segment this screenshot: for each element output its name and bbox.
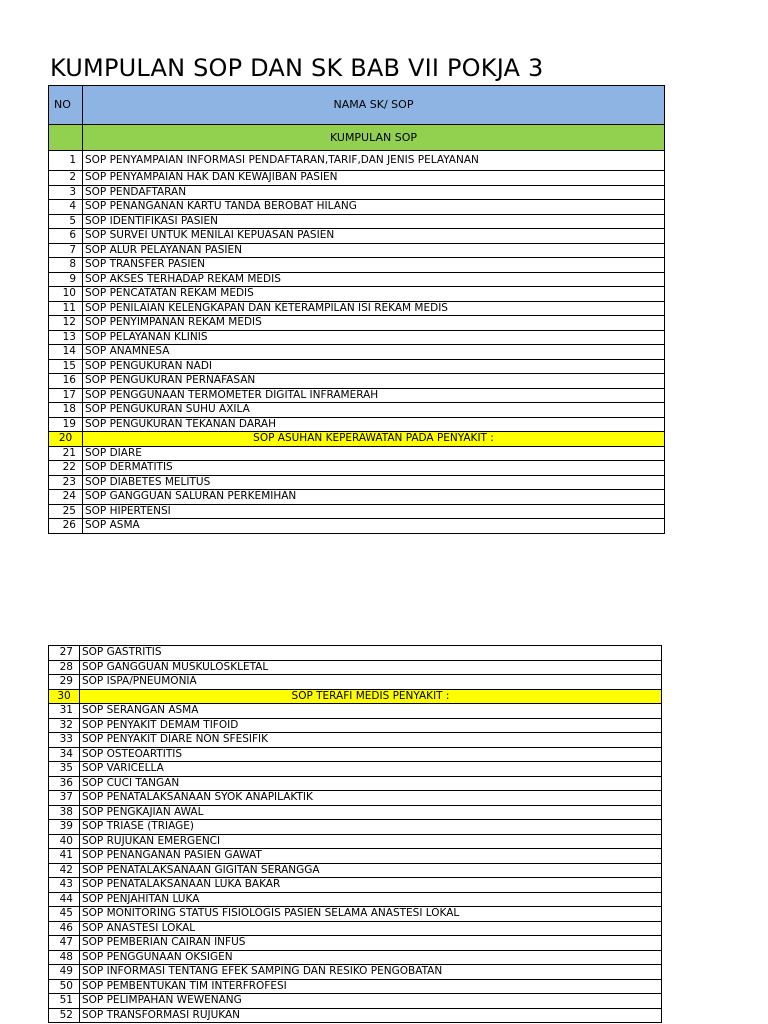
row-name: SOP PELAYANAN KLINIS: [83, 330, 665, 345]
table-row: [49, 820, 662, 835]
row-name: SOP PENATALAKSANAAN GIGITAN SERANGGA: [80, 863, 662, 878]
row-number: 24: [49, 490, 83, 505]
row-number: 36: [49, 776, 80, 791]
sop-table-2: [48, 645, 662, 1023]
row-name: SOP TRIASE (TRIAGE): [80, 820, 662, 835]
table-row: [49, 979, 662, 994]
row-number: 22: [49, 461, 83, 476]
row-number: 25: [49, 504, 83, 519]
row-name: SOP DERMATITIS: [83, 461, 665, 476]
row-name: SOP PENYIMPANAN REKAM MEDIS: [83, 316, 665, 331]
row-number: 50: [49, 979, 80, 994]
row-number: 26: [49, 519, 83, 534]
row-number: 12: [49, 316, 83, 331]
row-number: 15: [49, 359, 83, 374]
row-name: SOP ASMA: [83, 519, 665, 534]
row-number: 10: [49, 287, 83, 302]
row-number: 51: [49, 994, 80, 1009]
row-number: 49: [49, 965, 80, 980]
row-name: SOP PENGGUNAAN TERMOMETER DIGITAL INFRAMERAH: [83, 388, 665, 403]
row-number: 13: [49, 330, 83, 345]
row-name: SOP DIABETES MELITUS: [83, 475, 665, 490]
table-row: [49, 461, 665, 476]
table-row: [49, 403, 665, 418]
row-name: SOP ANAMNESA: [83, 345, 665, 360]
row-number: 17: [49, 388, 83, 403]
row-number: 19: [49, 417, 83, 432]
table-row: [49, 994, 662, 1009]
table-row: [49, 272, 665, 287]
row-number: 45: [49, 907, 80, 922]
table-header-row: [49, 86, 665, 125]
row-number: 48: [49, 950, 80, 965]
table-row: [49, 892, 662, 907]
row-name: SOP PELIMPAHAN WEWENANG: [80, 994, 662, 1009]
table-row: [49, 878, 662, 893]
row-number: 35: [49, 762, 80, 777]
row-number: 42: [49, 863, 80, 878]
row-name: SOP PEMBENTUKAN TIM INTERFROFESI: [80, 979, 662, 994]
row-number: 3: [49, 185, 83, 200]
row-number: 6: [49, 229, 83, 244]
row-number: 34: [49, 747, 80, 762]
table-row: [49, 200, 665, 215]
row-name: SOP PENGKAJIAN AWAL: [80, 805, 662, 820]
row-number: 47: [49, 936, 80, 951]
row-name: SOP DIARE: [83, 446, 665, 461]
table-row: [49, 718, 662, 733]
page-title: KUMPULAN SOP DAN SK BAB VII POKJA 3: [50, 54, 544, 82]
row-number: 5: [49, 214, 83, 229]
row-number: 40: [49, 834, 80, 849]
row-name: SOP CUCI TANGAN: [80, 776, 662, 791]
table-row: [49, 936, 662, 951]
row-name: SOP ASUHAN KEPERAWATAN PADA PENYAKIT :: [83, 432, 665, 447]
row-number: 4: [49, 200, 83, 215]
row-number: 38: [49, 805, 80, 820]
table-row: [49, 301, 665, 316]
row-name: SOP PENANGANAN PASIEN GAWAT: [80, 849, 662, 864]
row-name: SOP PENYAMPAIAN INFORMASI PENDAFTARAN,TARIF,DAN JENIS PELAYANAN: [83, 151, 665, 171]
row-number: 44: [49, 892, 80, 907]
row-name: SOP IDENTIFIKASI PASIEN: [83, 214, 665, 229]
table-row: [49, 646, 662, 661]
row-number: 2: [49, 171, 83, 186]
row-number: 20: [49, 432, 83, 447]
row-number: 1: [49, 151, 83, 171]
table-row: [49, 330, 665, 345]
row-number: 21: [49, 446, 83, 461]
row-name: SOP PENGUKURAN PERNAFASAN: [83, 374, 665, 389]
header-name: NAMA SK/ SOP: [83, 86, 665, 125]
table-row: [49, 519, 665, 534]
table-row: [49, 171, 665, 186]
section-header-row: [49, 432, 665, 447]
row-number: 8: [49, 258, 83, 273]
row-name: SOP PENYAKIT DEMAM TIFOID: [80, 718, 662, 733]
row-name: SOP SURVEI UNTUK MENILAI KEPUASAN PASIEN: [83, 229, 665, 244]
table-row: [49, 747, 662, 762]
row-name: SOP ANASTESI LOKAL: [80, 921, 662, 936]
row-name: SOP GANGGUAN MUSKULOSKLETAL: [80, 660, 662, 675]
row-name: SOP PENATALAKSANAAN LUKA BAKAR: [80, 878, 662, 893]
row-number: 30: [49, 689, 80, 704]
table-row: [49, 776, 662, 791]
row-number: 52: [49, 1008, 80, 1023]
row-number: 43: [49, 878, 80, 893]
row-name: SOP PENGUKURAN NADI: [83, 359, 665, 374]
header-no: NO: [49, 86, 83, 125]
row-number: 11: [49, 301, 83, 316]
table-row: [49, 791, 662, 806]
table-row: [49, 863, 662, 878]
row-name: SOP AKSES TERHADAP REKAM MEDIS: [83, 272, 665, 287]
table-row: [49, 446, 665, 461]
row-name: SOP PENDAFTARAN: [83, 185, 665, 200]
row-name: SOP PENANGANAN KARTU TANDA BEROBAT HILANG: [83, 200, 665, 215]
row-name: SOP PENJAHITAN LUKA: [80, 892, 662, 907]
table-row: [49, 490, 665, 505]
row-name: SOP TERAFI MEDIS PENYAKIT :: [80, 689, 662, 704]
row-name: SOP ALUR PELAYANAN PASIEN: [83, 243, 665, 258]
row-name: SOP PENGUKURAN TEKANAN DARAH: [83, 417, 665, 432]
row-number: 41: [49, 849, 80, 864]
row-number: 46: [49, 921, 80, 936]
row-name: SOP PENILAIAN KELENGKAPAN DAN KETERAMPILAN ISI REKAM MEDIS: [83, 301, 665, 316]
table-row: [49, 151, 665, 171]
table-row: [49, 660, 662, 675]
table-row: [49, 762, 662, 777]
table-row: [49, 704, 662, 719]
table-row: [49, 733, 662, 748]
table-row: [49, 475, 665, 490]
table-row: [49, 287, 665, 302]
table-row: [49, 345, 665, 360]
group-row: [49, 125, 665, 151]
row-name: SOP PENYAKIT DIARE NON SFESIFIK: [80, 733, 662, 748]
row-number: 7: [49, 243, 83, 258]
row-name: SOP ISPA/PNEUMONIA: [80, 675, 662, 690]
table-row: [49, 185, 665, 200]
row-name: SOP PENGUKURAN SUHU AXILA: [83, 403, 665, 418]
table-row: [49, 950, 662, 965]
table-row: [49, 805, 662, 820]
row-name: SOP GASTRITIS: [80, 646, 662, 661]
row-name: SOP PENCATATAN REKAM MEDIS: [83, 287, 665, 302]
row-name: SOP RUJUKAN EMERGENCI: [80, 834, 662, 849]
table-row: [49, 243, 665, 258]
row-name: SOP OSTEOARTITIS: [80, 747, 662, 762]
row-name: SOP PENYAMPAIAN HAK DAN KEWAJIBAN PASIEN: [83, 171, 665, 186]
row-name: SOP SERANGAN ASMA: [80, 704, 662, 719]
row-name: SOP MONITORING STATUS FISIOLOGIS PASIEN SELAMA ANASTESI LOKAL: [80, 907, 662, 922]
table-row: [49, 316, 665, 331]
row-number: 18: [49, 403, 83, 418]
row-name: SOP PENGGUNAAN OKSIGEN: [80, 950, 662, 965]
section-header-row: [49, 689, 662, 704]
row-number: 27: [49, 646, 80, 661]
table-row: [49, 258, 665, 273]
row-name: SOP INFORMASI TENTANG EFEK SAMPING DAN RESIKO PENGOBATAN: [80, 965, 662, 980]
row-number: 23: [49, 475, 83, 490]
row-name: SOP GANGGUAN SALURAN PERKEMIHAN: [83, 490, 665, 505]
table-row: [49, 417, 665, 432]
table-row: [49, 359, 665, 374]
table-row: [49, 675, 662, 690]
row-number: 29: [49, 675, 80, 690]
table-row: [49, 388, 665, 403]
table-row: [49, 834, 662, 849]
sop-table-1: [48, 85, 665, 534]
table-row: [49, 1008, 662, 1023]
row-number: 39: [49, 820, 80, 835]
row-number: 28: [49, 660, 80, 675]
row-number: 14: [49, 345, 83, 360]
table-row: [49, 374, 665, 389]
row-name: SOP HIPERTENSI: [83, 504, 665, 519]
table-row: [49, 504, 665, 519]
group-label: KUMPULAN SOP: [83, 125, 665, 151]
table-row: [49, 907, 662, 922]
table-row: [49, 921, 662, 936]
table-row: [49, 849, 662, 864]
table-row: [49, 229, 665, 244]
row-name: SOP PEMBERIAN CAIRAN INFUS: [80, 936, 662, 951]
row-name: SOP PENATALAKSANAAN SYOK ANAPILAKTIK: [80, 791, 662, 806]
row-name: SOP TRANSFORMASI RUJUKAN: [80, 1008, 662, 1023]
row-number: 33: [49, 733, 80, 748]
group-no-cell: [49, 125, 83, 151]
row-number: 31: [49, 704, 80, 719]
row-name: SOP VARICELLA: [80, 762, 662, 777]
row-number: 16: [49, 374, 83, 389]
table-row: [49, 214, 665, 229]
row-number: 37: [49, 791, 80, 806]
row-name: SOP TRANSFER PASIEN: [83, 258, 665, 273]
row-number: 32: [49, 718, 80, 733]
row-number: 9: [49, 272, 83, 287]
table-row: [49, 965, 662, 980]
